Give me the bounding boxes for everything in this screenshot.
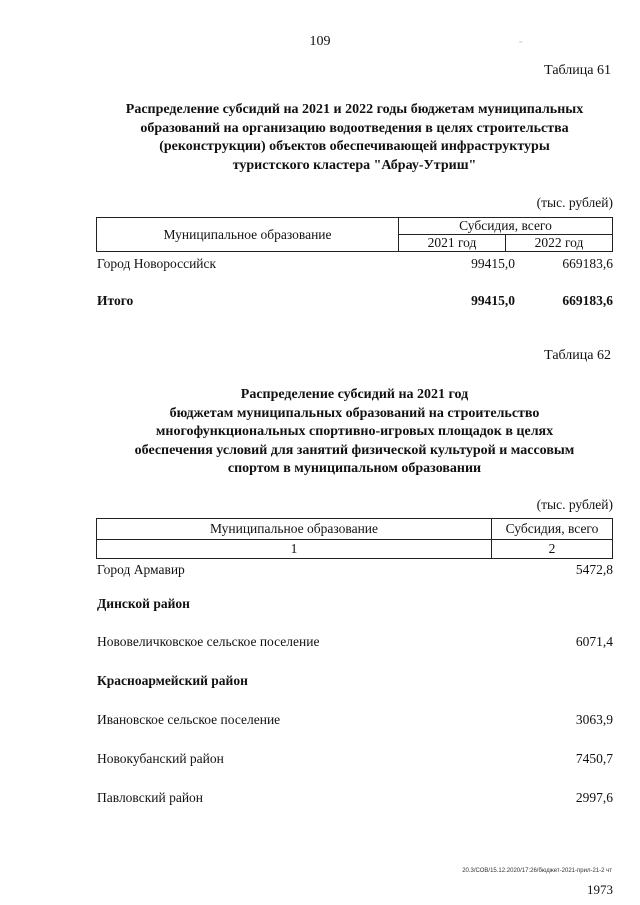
total-value-2022: 669183,6 [562,293,613,308]
row-name: Динской район [97,596,190,611]
row-name: Город Новороссийск [97,256,217,271]
table61-header-year1: 2021 год [399,235,506,252]
table62-header-subsidy: Субсидия, всего [492,519,613,540]
table62-header-col2: 2 [492,540,613,559]
table62-units: (тыс. рублей) [536,497,613,512]
table62-title-line: обеспечения условий для занятий физической культурой и массовым [134,442,575,458]
table62-title [96,386,613,479]
table62-header [96,518,613,559]
row-name: Ивановское сельское поселение [97,712,281,727]
footer-code: 20.3/СОВ/15.12.2020/17:26/бюджет-2021-прил-21-2 чт [462,868,612,874]
row-value: 2997,6 [575,790,613,805]
footer-number: 1973 [587,882,613,897]
table61-title [96,101,613,175]
table62-label: Таблица 62 [544,348,611,363]
total-label: Итого [97,293,134,308]
table61-header-year2: 2022 год [506,235,613,252]
row-value-2021: 99415,0 [471,256,515,271]
row-value: 6071,4 [575,634,613,649]
table61-units: (тыс. рублей) [536,195,613,210]
row-name: Красноармейский район [97,673,248,688]
row-value-2022: 669183,6 [562,256,613,271]
table61-label: Таблица 61 [544,63,611,78]
table61-header-subsidy: Субсидия, всего [399,218,613,235]
row-name: Нововеличковское сельское поселение [97,634,320,649]
row-name: Город Армавир [97,562,185,577]
table62-title-line: спортом в муниципальном образовании [227,461,482,476]
page-number: 109 [309,34,331,49]
row-value: 3063,9 [575,712,613,727]
table61-title-line: образований на организацию водоотведения в целях строительства [140,120,569,136]
table-row [97,751,613,767]
table-row [97,712,613,728]
table61-title-line: туристского кластера "Абрау-Утриш" [232,157,477,173]
table61-header-municipality: Муниципальное образование [97,218,399,252]
table62-header-col1: 1 [97,540,492,559]
table61-title-line: Распределение субсидий на 2021 и 2022 годы бюджетам муниципальных [125,102,584,117]
row-value: 7450,7 [575,751,613,766]
table-row [97,634,613,650]
table-row [97,256,613,272]
table61-header [96,217,613,252]
table61-total-row [97,293,613,309]
table61-title-line: (реконструкции) объектов обеспечивающей инфраструктуры [159,139,550,154]
table62-title-line: бюджетам муниципальных образований на строительство [169,405,540,421]
table-row [97,562,613,578]
corner-mark: ~ [519,40,523,46]
table62-header-municipality: Муниципальное образование [97,519,492,540]
row-value: 5472,8 [575,562,613,577]
table-row-group-header [97,596,613,612]
table62-title-line: Распределение субсидий на 2021 год [240,387,469,402]
table-row-group-header [97,673,613,689]
table-row [97,790,613,806]
total-value-2021: 99415,0 [471,293,515,308]
table62-title-line: многофункциональных спортивно-игровых площадок в целях [155,424,554,439]
row-name: Новокубанский район [97,751,224,766]
row-name: Павловский район [97,790,204,805]
